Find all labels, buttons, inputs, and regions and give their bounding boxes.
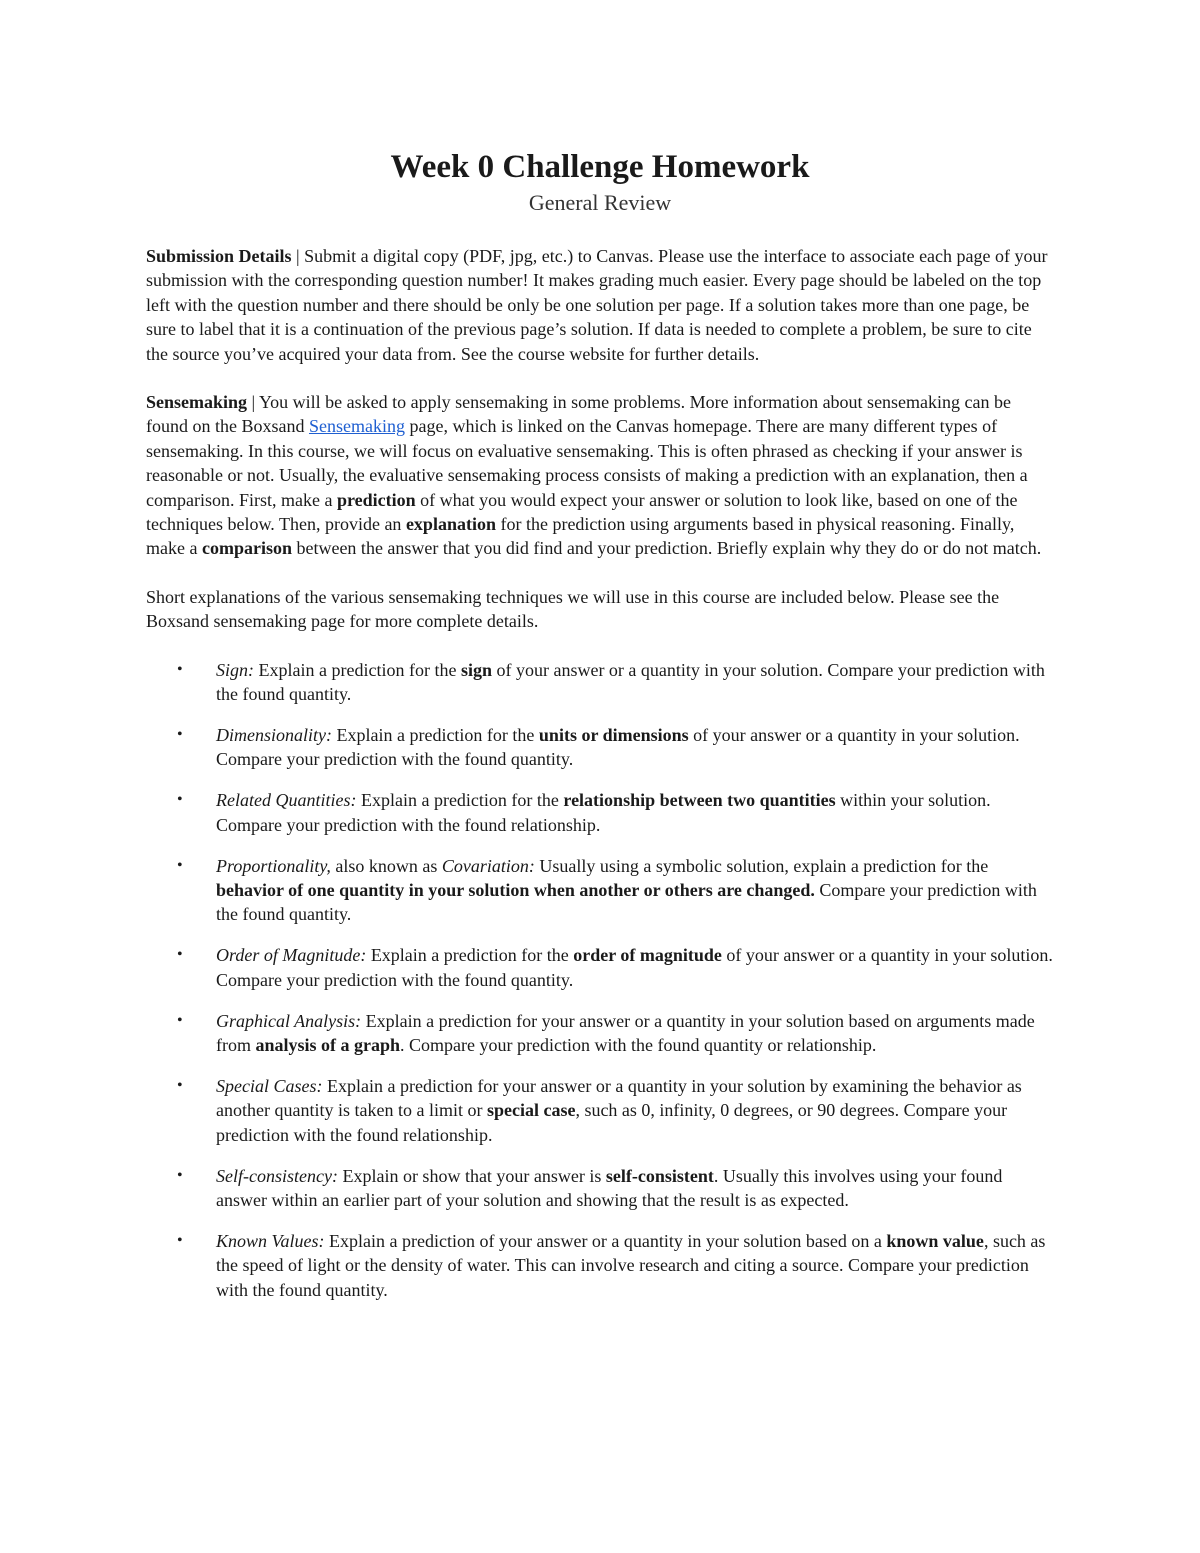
submission-text: Submit a digital copy (PDF, jpg, etc.) to Canvas. Please use the interface to associate each page of your submission with the corresponding question number! It makes grading much easier. Every page should be labeled on the top left with the question number and there should be only be one solution per page. If a solution takes more than one page, be sure to label that it is a continuation of the previous page’s solution. If data is needed to complete a problem, be sure to cite the source you’ve acquired your data from. See the course website for further details. <box>146 246 1048 364</box>
technique-name: Graphical Analysis: <box>216 1010 362 1031</box>
technique-item-self-consistency <box>146 1164 1054 1213</box>
technique-text: Usually using a symbolic solution, explain a prediction for the <box>534 855 989 876</box>
bullet-icon: • <box>177 791 183 809</box>
bullet-icon: • <box>177 1011 183 1029</box>
technique-text: Explain a prediction for your answer or a quantity in your solution based on arguments made from <box>216 1010 1035 1056</box>
technique-text: Explain a prediction of your answer or a quantity in your solution based on a <box>324 1231 887 1251</box>
techniques-list <box>146 658 1054 1303</box>
sensemaking-text-e: between the answer that you did find and your prediction. Briefly explain why they do or do not match. <box>291 538 1042 559</box>
technique-item-proportionality <box>146 854 1054 927</box>
technique-bold: relationship between two quantities <box>563 790 836 811</box>
submission-details-paragraph <box>146 244 1054 366</box>
sensemaking-text-d: for the prediction using arguments based in physical reasoning. Finally, make a <box>146 514 1015 559</box>
technique-text: Explain a prediction for the <box>366 945 574 966</box>
technique-item-sign <box>146 658 1054 707</box>
technique-name: Known Values: <box>216 1231 325 1251</box>
sensemaking-text-b: page, which is linked on the Canvas homepage. There are many different types of sensemaking. In this course, we will focus on evaluative sensemaking. This is often phrased as checking if your answer is reasonable or not. Usually, the evaluative sensemaking process consists of making a prediction with an explanation, then a comparison. First, make a <box>146 416 1028 510</box>
bold-explanation: explanation <box>405 514 496 535</box>
technique-bold: units or dimensions <box>538 725 689 745</box>
technique-item-order-of-magnitude <box>146 943 1054 992</box>
technique-name: Order of Magnitude: <box>216 945 367 966</box>
bullet-icon: • <box>177 1232 183 1249</box>
technique-item-special-cases <box>146 1074 1054 1147</box>
sensemaking-link[interactable]: Sensemaking <box>308 416 405 437</box>
technique-item-dimensionality <box>146 723 1054 772</box>
technique-text: , such as the speed of light or the density of water. This can involve research and citing a source. Compare your prediction with the found quantity. <box>216 1231 1046 1300</box>
submission-heading: Submission Details <box>146 246 292 266</box>
technique-text: of your answer or a quantity in your solution. Compare your prediction with the found quantity. <box>216 659 1045 705</box>
technique-item-known-values <box>146 1229 1054 1302</box>
technique-name: Special Cases: <box>216 1075 323 1096</box>
sensemaking-heading: Sensemaking <box>146 392 248 413</box>
technique-text: Explain a prediction for the <box>254 659 461 680</box>
bullet-icon: • <box>177 946 183 964</box>
technique-text: Explain a prediction for the <box>331 725 539 745</box>
sensemaking-text-c: of what you would expect your answer or solution to look like, based on one of the techniques below. Then, provide an <box>146 489 1018 535</box>
bullet-icon: • <box>177 660 183 678</box>
technique-bold: known value <box>886 1231 984 1251</box>
bullet-icon: • <box>177 726 183 743</box>
technique-text: , such as 0, infinity, 0 degrees, or 90 degrees. Compare your prediction with the found relationship. <box>216 1100 1008 1145</box>
bullet-icon: • <box>177 1076 183 1094</box>
technique-name: Self-consistency: <box>216 1165 338 1186</box>
technique-name-alt: Covariation: <box>441 855 535 876</box>
bold-prediction: prediction <box>336 489 416 510</box>
technique-item-related-quantities <box>146 788 1054 837</box>
technique-text: . Compare your prediction with the found quantity or relationship. <box>400 1035 877 1056</box>
sensemaking-separator: | <box>247 392 259 413</box>
technique-text: Explain a prediction for your answer or a quantity in your solution by examining the behavior as another quantity is taken to a limit or <box>216 1075 1022 1121</box>
page-title: Week 0 Challenge Homework <box>390 149 810 185</box>
technique-bold: self-consistent <box>605 1165 714 1186</box>
technique-name: Related Quantities: <box>216 790 357 811</box>
technique-text: also known as <box>330 855 442 876</box>
technique-name: Sign: <box>216 659 254 680</box>
technique-name: Proportionality, <box>216 855 331 876</box>
bullet-icon: • <box>177 1166 183 1184</box>
page-subtitle: General Review <box>528 190 672 215</box>
bullet-icon: • <box>177 856 183 874</box>
technique-bold: order of magnitude <box>573 945 722 966</box>
technique-bold: sign <box>460 659 492 680</box>
technique-bold: special case <box>486 1100 576 1121</box>
technique-text: of your answer or a quantity in your solution. Compare your prediction with the found quantity. <box>216 945 1053 990</box>
technique-text: Explain or show that your answer is <box>337 1165 606 1186</box>
submission-separator: | <box>291 246 305 266</box>
technique-name: Dimensionality: <box>216 725 332 745</box>
technique-text: within your solution. Compare your prediction with the found relationship. <box>216 790 991 835</box>
technique-text: of your answer or a quantity in your solution. Compare your prediction with the found quantity. <box>216 725 1020 770</box>
bold-comparison: comparison <box>201 538 292 559</box>
document-page <box>146 146 1054 1319</box>
sensemaking-text-a: You will be asked to apply sensemaking in some problems. More information about sensemaking can be found on the Boxsand <box>146 392 1012 437</box>
technique-item-graphical-analysis <box>146 1009 1054 1058</box>
technique-text: Explain a prediction for the <box>356 790 564 811</box>
sensemaking-paragraph <box>146 390 1054 561</box>
technique-text: Compare your prediction with the found quantity. <box>216 880 1037 925</box>
technique-bold: analysis of a graph <box>255 1035 401 1056</box>
technique-text: . Usually this involves using your found answer within an earlier part of your solution and showing that the result is as expected. <box>216 1165 1003 1211</box>
technique-bold: behavior of one quantity in your solution when another or others are changed. <box>216 880 815 901</box>
techniques-intro-paragraph: Short explanations of the various sensemaking techniques we will use in this course are included below. Please see the Boxsand sensemaking page for more complete details. <box>146 586 1000 632</box>
